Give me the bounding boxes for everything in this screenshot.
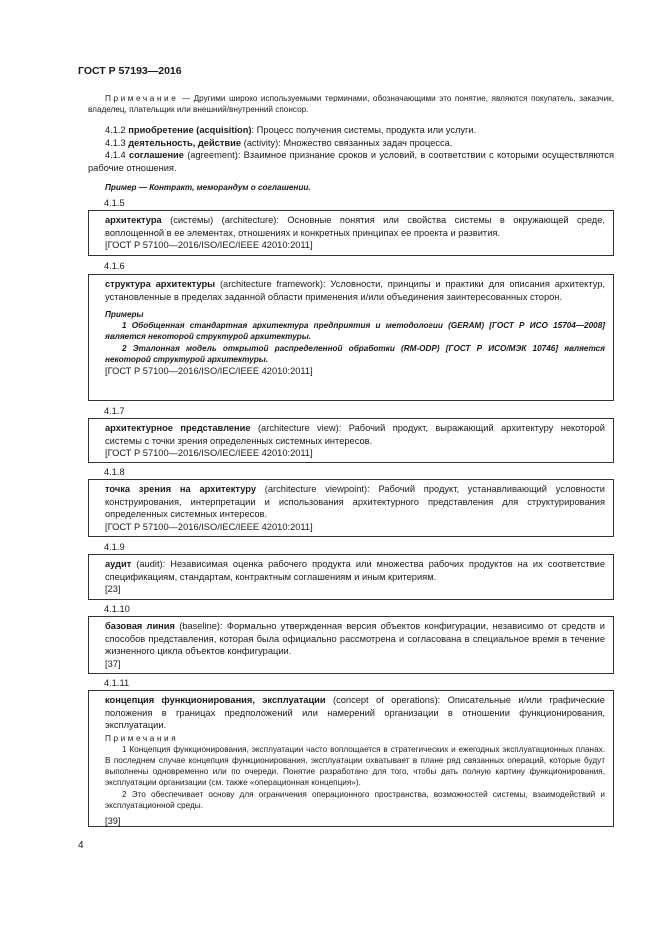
ref-4-1-5: [ГОСТ Р 57100—2016/ISO/IEC/IEEE 42010:2011] xyxy=(105,240,313,250)
notes-label: Примечания xyxy=(105,733,179,743)
ref-4-1-6: [ГОСТ Р 57100—2016/ISO/IEC/IEEE 42010:2011] xyxy=(105,366,313,377)
num-4-1-5: 4.1.5 xyxy=(104,198,125,208)
num-4-1-7: 4.1.7 xyxy=(104,406,125,416)
term-4-1-3: 4.1.3 деятельность, действие (activity): Множество связанных задач процесса. xyxy=(105,137,453,148)
term-box-4-1-7: архитектурное представление (architecture view): Рабочий продукт, выражающий архитектуру некоторой системы с точки зрения определенных системных интересов. [ГОСТ Р 57100—2016/ISO/IEC/IEEE 42010:2011] xyxy=(88,418,614,463)
example-2: 2 Эталонная модель открытой распределенной обработки (RM-ODP) [ГОСТ Р ИСО/МЭК 10746] является некоторой структурой архитектуры. xyxy=(105,343,605,364)
ref-4-1-7: [ГОСТ Р 57100—2016/ISO/IEC/IEEE 42010:2011] xyxy=(105,448,313,458)
term-box-4-1-11: концепция функционирования, эксплуатации (concept of operations): Описательные и/или графические положения в границах предположений или намерений организации в отношении функционирования, эксплуатации. Примечания 1 Концепция функционирования, эксплуатации часто воплощается в стратегических и ежегодных эксплуатационных планах. В последнем случае концепция функционирования, эксплуатации охватывает в плане ряд связанных операций, которые будут выполнены одновременно или по очереди. Понятие разработано для того, чтобы дать полную картину функционирования, эксплуатации организации (см. также «операционная концепция»). 2 Это обеспечивает основу для ограничения операционного пространства, возможностей системы, взаимодействий и эксплуатационной среды. [39] xyxy=(88,690,614,827)
ref-4-1-11: [39] xyxy=(105,815,121,826)
note-1: 1 Концепция функционирования, эксплуатации часто воплощается в стратегических и ежегодных эксплуатационных планах. В последнем случае концепция функционирования, эксплуатации охватывает в плане ряд связанных операций, которые будут выполнены одновременно или по очереди. Понятие разработано для того, чтобы дать полную картину функционирования, эксплуатации организации (см. также «операционная концепция»). xyxy=(105,744,605,788)
num-4-1-8: 4.1.8 xyxy=(104,467,125,477)
term-4-1-4: 4.1.4 соглашение (agreement): Взаимное признание сроков и условий, в соответствии с которыми осуществляются рабочие отношения. xyxy=(88,150,614,173)
example-1: 1 Обобщенная стандартная архитектура предприятия и методологии (GERAM) [ГОСТ Р ИСО 15704—2008] является некоторой структурой архитектуры. xyxy=(105,321,605,342)
term-box-4-1-5: архитектура (системы) (architecture): Основные понятия или свойства системы в окружающей среде, воплощенной в ее элементах, отношениях и конкретных принципах ее проекта и развития. [ГОСТ Р 57100—2016/ISO/IEC/IEEE 42010:2011] xyxy=(88,210,614,256)
num-4-1-11: 4.1.11 xyxy=(104,678,130,688)
term-box-4-1-10: базовая линия (baseline): Формально утвержденная версия объектов конфигурации, независимо от средств и способов представления, которая была официально рассмотрена и согласована в специальное время в течение жизненного цикла объектов конфигурации. [37] xyxy=(88,616,614,674)
ref-4-1-8: [ГОСТ Р 57100—2016/ISO/IEC/IEEE 42010:2011] xyxy=(105,521,313,532)
num-4-1-6: 4.1.6 xyxy=(104,261,125,271)
note-top xyxy=(88,93,614,115)
ref-4-1-10: [37] xyxy=(105,658,121,669)
note-label: Примечание xyxy=(105,94,179,103)
term-4-1-2: 4.1.2 приобретение (acquisition): Процесс получения системы, продукта или услуги. xyxy=(105,125,477,135)
terms-list xyxy=(88,124,614,174)
note-text: — Другими широко используемыми терминами, обозначающими это понятие, являются покупатель, заказчик, владелец, плательщик или внешний/внутренний спонсор. xyxy=(88,94,614,115)
ref-4-1-9: [23] xyxy=(105,584,121,594)
term-box-4-1-9: аудит (audit): Независимая оценка рабочего продукта или множества рабочих продуктов на их соответствие спецификациям, стандартам, контрактным соглашениям и иным критериям. [23] xyxy=(88,554,614,600)
term-box-4-1-8: точка зрения на архитектуру (architecture viewpoint): Рабочий продукт, устанавливающий условности конструирования, интерпретации и использования архитектурного представления для структурирования определенных системных интересов. [ГОСТ Р 57100—2016/ISO/IEC/IEEE 42010:2011] xyxy=(88,479,614,537)
note-2: 2 Это обеспечивает основу для ограничения операционного пространства, возможностей системы, взаимодействий и эксплуатационной среды. xyxy=(105,789,605,810)
example-4-1-4: Пример — Контракт, меморандум о соглашении. xyxy=(105,183,311,192)
examples-label: Примеры xyxy=(105,310,144,319)
term-box-4-1-6: структура архитектуры (architecture framework): Условности, принципы и практики для описания архитектур, установленные в пределах заданной области применения и/или объединения заинтересованных сторон. Примеры 1 Обобщенная стандартная архитектура предприятия и методологии (GERAM) [ГОСТ Р ИСО 15704—2008] является некоторой структурой архитектуры. 2 Эталонная модель открытой распределенной обработки (RM-ODP) [ГОСТ Р ИСО/МЭК 10746] является некоторой структурой архитектуры. [ГОСТ Р 57100—2016/ISO/IEC/IEEE 42010:2011] xyxy=(88,274,614,401)
num-4-1-9: 4.1.9 xyxy=(104,542,125,552)
num-4-1-10: 4.1.10 xyxy=(104,604,130,614)
page-number: 4 xyxy=(78,840,84,851)
document-header: ГОСТ Р 57193—2016 xyxy=(78,65,182,77)
